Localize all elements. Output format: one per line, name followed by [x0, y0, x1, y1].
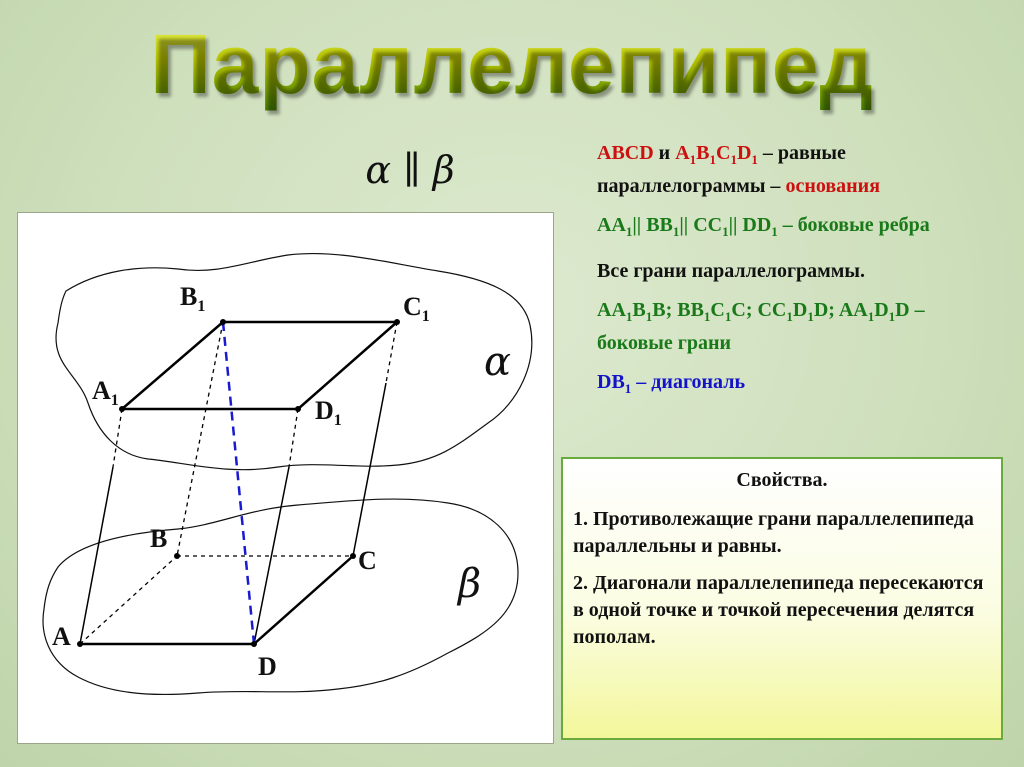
vertex-D1: [295, 406, 301, 412]
label-B: B: [150, 524, 168, 553]
label-A: A: [52, 622, 71, 651]
properties-box: [561, 457, 1003, 740]
property-1: 1. Противолежащие грани параллелепипеда параллельны и равны.: [573, 508, 974, 557]
vertex-C1: [394, 319, 400, 325]
vertex-A: [77, 641, 83, 647]
label-B1: $B_1$: [180, 282, 206, 315]
plane-alpha-outline: [56, 254, 532, 470]
fact-faces: Все грани параллелограммы.: [597, 260, 866, 282]
properties-heading: Свойства.: [736, 469, 828, 491]
edge-AA1-hidden: [113, 409, 122, 467]
edge-CC1: [353, 383, 386, 556]
label-C: C: [358, 546, 377, 575]
label-D: D: [258, 652, 277, 681]
property-2: 2. Диагонали параллелепипеда пересекаются в одной точке и точкой пересечения делятся пополам.: [573, 572, 984, 648]
vertex-B: [174, 553, 180, 559]
label-A1: $A_1$: [92, 376, 119, 409]
label-alpha: α: [484, 339, 512, 385]
edge-D1C1: [298, 322, 397, 409]
vertex-D: [251, 641, 257, 647]
figure-panel: [17, 212, 554, 744]
edge-DD1-hidden: [289, 409, 298, 467]
vertex-B1: [220, 319, 226, 325]
vertex-A1: [119, 406, 125, 412]
label-C1: $C_1$: [403, 292, 430, 325]
label-D1: $D_1$: [315, 396, 342, 429]
vertex-C: [350, 553, 356, 559]
plane-beta-outline: [43, 499, 518, 694]
slide-title: Параллелепипед: [0, 14, 1024, 114]
edge-AA1: [80, 467, 113, 644]
diagonal-DB1: [223, 322, 254, 644]
fact-bases: ABCD и $A_1B_1C_1D_1$ – равные параллелограммы – основания: [597, 142, 881, 197]
fact-lateral-faces: $AA_1B_1B$; $BB_1C_1C$; $CC_1D_1D$; $AA_1D_1D$ – боковые грани: [597, 299, 925, 354]
label-beta: β: [458, 561, 482, 607]
definitions-text: [597, 140, 997, 415]
fact-lateral-edges: $AA_1||$ $BB_1||$ $CC_1||$ $DD_1$ – боковые ребра: [597, 214, 930, 239]
fact-diagonal: $DB_1$ – диагональ: [597, 371, 746, 396]
parallelepiped-diagram: [18, 213, 553, 743]
parallel-planes-notation: α ∥ β: [365, 148, 455, 192]
